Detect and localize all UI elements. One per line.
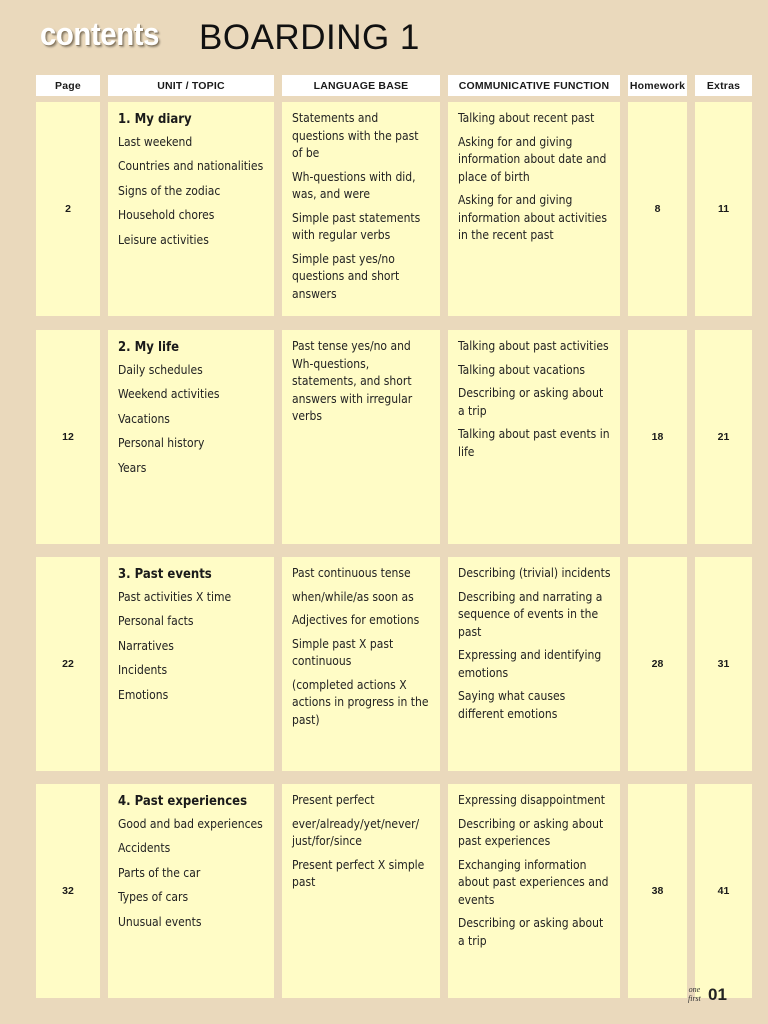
language-item: Past continuous tense bbox=[292, 566, 411, 580]
topic-item: Types of cars bbox=[118, 890, 189, 904]
function-item: Talking about recent past bbox=[458, 111, 595, 125]
column-header-homework: Homework bbox=[628, 75, 687, 96]
topic-item: Past activities X time bbox=[118, 589, 232, 604]
homework-cell bbox=[628, 784, 687, 998]
unit-title: 3. Past events bbox=[118, 567, 212, 582]
page-cell bbox=[36, 330, 100, 544]
extras-cell bbox=[695, 330, 752, 544]
page-value: 32 bbox=[62, 885, 74, 897]
column-header-page: Page bbox=[36, 75, 100, 96]
function-item: Describing (trivial) incidents bbox=[458, 566, 611, 580]
language-item: Wh-questions with did, was, and were bbox=[292, 169, 416, 201]
function-item: Describing or asking about a trip bbox=[458, 386, 604, 418]
footer-word-top: one bbox=[688, 985, 701, 994]
language-item: Simple past X past continuous bbox=[292, 636, 394, 668]
language-item: ever/already/yet/never/ just/for/since bbox=[292, 816, 420, 848]
function-item: Asking for and giving information about date and place of birth bbox=[458, 134, 607, 184]
footer-label bbox=[688, 985, 701, 1003]
topic-item: Accidents bbox=[118, 841, 171, 855]
page-cell bbox=[36, 557, 100, 771]
unit-topic-cell bbox=[108, 784, 274, 998]
extras-value: 31 bbox=[717, 658, 730, 670]
homework-value: 18 bbox=[651, 431, 664, 443]
topic-item: Last weekend bbox=[118, 134, 193, 149]
extras-cell bbox=[695, 102, 752, 316]
function-item: Asking for and giving information about activities in the recent past bbox=[458, 193, 607, 242]
language-item: Past tense yes/no and Wh-questions, statements, and short answers with irregular verbs bbox=[292, 339, 413, 423]
unit-title: 1. My diary bbox=[118, 112, 192, 127]
language-item: when/while/as soon as bbox=[292, 589, 414, 604]
communicative-function-cell bbox=[448, 330, 620, 544]
page-value: 22 bbox=[62, 658, 74, 670]
language-base-cell bbox=[282, 784, 440, 998]
page-value: 12 bbox=[62, 431, 74, 443]
function-item: Expressing disappointment bbox=[458, 793, 605, 807]
language-item: Present perfect X simple past bbox=[292, 857, 425, 889]
page-cell bbox=[36, 784, 100, 998]
topic-item: Countries and nationalities bbox=[118, 159, 264, 173]
function-item: Describing or asking about past experiences bbox=[458, 816, 604, 848]
topic-item: Vacations bbox=[118, 411, 170, 426]
topic-item: Parts of the car bbox=[118, 865, 201, 880]
communicative-function-cell bbox=[448, 557, 620, 771]
topic-item: Years bbox=[118, 460, 147, 475]
column-header-communicative-function: COMMUNICATIVE FUNCTION bbox=[448, 75, 620, 96]
unit-title: 2. My life bbox=[118, 340, 180, 355]
topic-item: Personal history bbox=[118, 436, 205, 450]
language-base-cell bbox=[282, 102, 440, 316]
language-item: Simple past statements with regular verbs bbox=[292, 210, 421, 242]
language-item: Simple past yes/no questions and short answers bbox=[292, 251, 400, 301]
topic-item: Unusual events bbox=[118, 914, 202, 929]
topic-item: Household chores bbox=[118, 208, 215, 222]
communicative-function-cell bbox=[448, 102, 620, 316]
language-item: Adjectives for emotions bbox=[292, 613, 420, 627]
unit-topic-cell bbox=[108, 102, 274, 316]
extras-value: 11 bbox=[717, 203, 730, 215]
homework-value: 8 bbox=[654, 203, 661, 215]
unit-title: 4. Past experiences bbox=[118, 794, 248, 809]
extras-value: 21 bbox=[717, 431, 730, 443]
language-base-cell bbox=[282, 557, 440, 771]
function-item: Talking about past events in life bbox=[458, 427, 610, 459]
column-header-extras: Extras bbox=[695, 75, 752, 96]
page-value: 2 bbox=[65, 203, 71, 215]
homework-value: 38 bbox=[651, 885, 664, 897]
page-cell bbox=[36, 102, 100, 316]
topic-item: Signs of the zodiac bbox=[118, 183, 221, 198]
function-item: Saying what causes different emotions bbox=[458, 689, 566, 721]
footer-word-bottom: first bbox=[688, 994, 701, 1003]
contents-heading: contents bbox=[40, 16, 159, 52]
topic-item: Narratives bbox=[118, 638, 174, 653]
topic-item: Good and bad experiences bbox=[118, 816, 263, 831]
topic-item: Leisure activities bbox=[118, 232, 209, 247]
language-item: Statements and questions with the past of be bbox=[292, 111, 419, 160]
topic-item: Daily schedules bbox=[118, 362, 203, 377]
extras-cell bbox=[695, 784, 752, 998]
function-item: Exchanging information about past experiences and events bbox=[458, 857, 609, 907]
language-item: (completed actions X actions in progress in the past) bbox=[292, 677, 429, 727]
page-number: 01 bbox=[708, 985, 727, 1004]
function-item: Talking about vacations bbox=[458, 362, 586, 377]
homework-value: 28 bbox=[651, 658, 664, 670]
book-title: BOARDING 1 bbox=[199, 18, 420, 57]
column-header-language-base: LANGUAGE BASE bbox=[282, 75, 440, 96]
function-item: Describing and narrating a sequence of events in the past bbox=[458, 589, 603, 639]
homework-cell bbox=[628, 102, 687, 316]
unit-topic-cell bbox=[108, 557, 274, 771]
unit-topic-cell bbox=[108, 330, 274, 544]
homework-cell bbox=[628, 557, 687, 771]
topic-item: Incidents bbox=[118, 663, 168, 677]
communicative-function-cell bbox=[448, 784, 620, 998]
function-item: Expressing and identifying emotions bbox=[458, 648, 602, 680]
function-item: Describing or asking about a trip bbox=[458, 916, 604, 948]
homework-cell bbox=[628, 330, 687, 544]
extras-cell bbox=[695, 557, 752, 771]
language-item: Present perfect bbox=[292, 793, 375, 807]
topic-item: Personal facts bbox=[118, 614, 194, 628]
topic-item: Emotions bbox=[118, 687, 169, 702]
extras-value: 41 bbox=[717, 885, 730, 897]
column-header-unit-topic: UNIT / TOPIC bbox=[108, 75, 274, 96]
function-item: Talking about past activities bbox=[458, 339, 609, 353]
language-base-cell bbox=[282, 330, 440, 544]
topic-item: Weekend activities bbox=[118, 387, 220, 401]
